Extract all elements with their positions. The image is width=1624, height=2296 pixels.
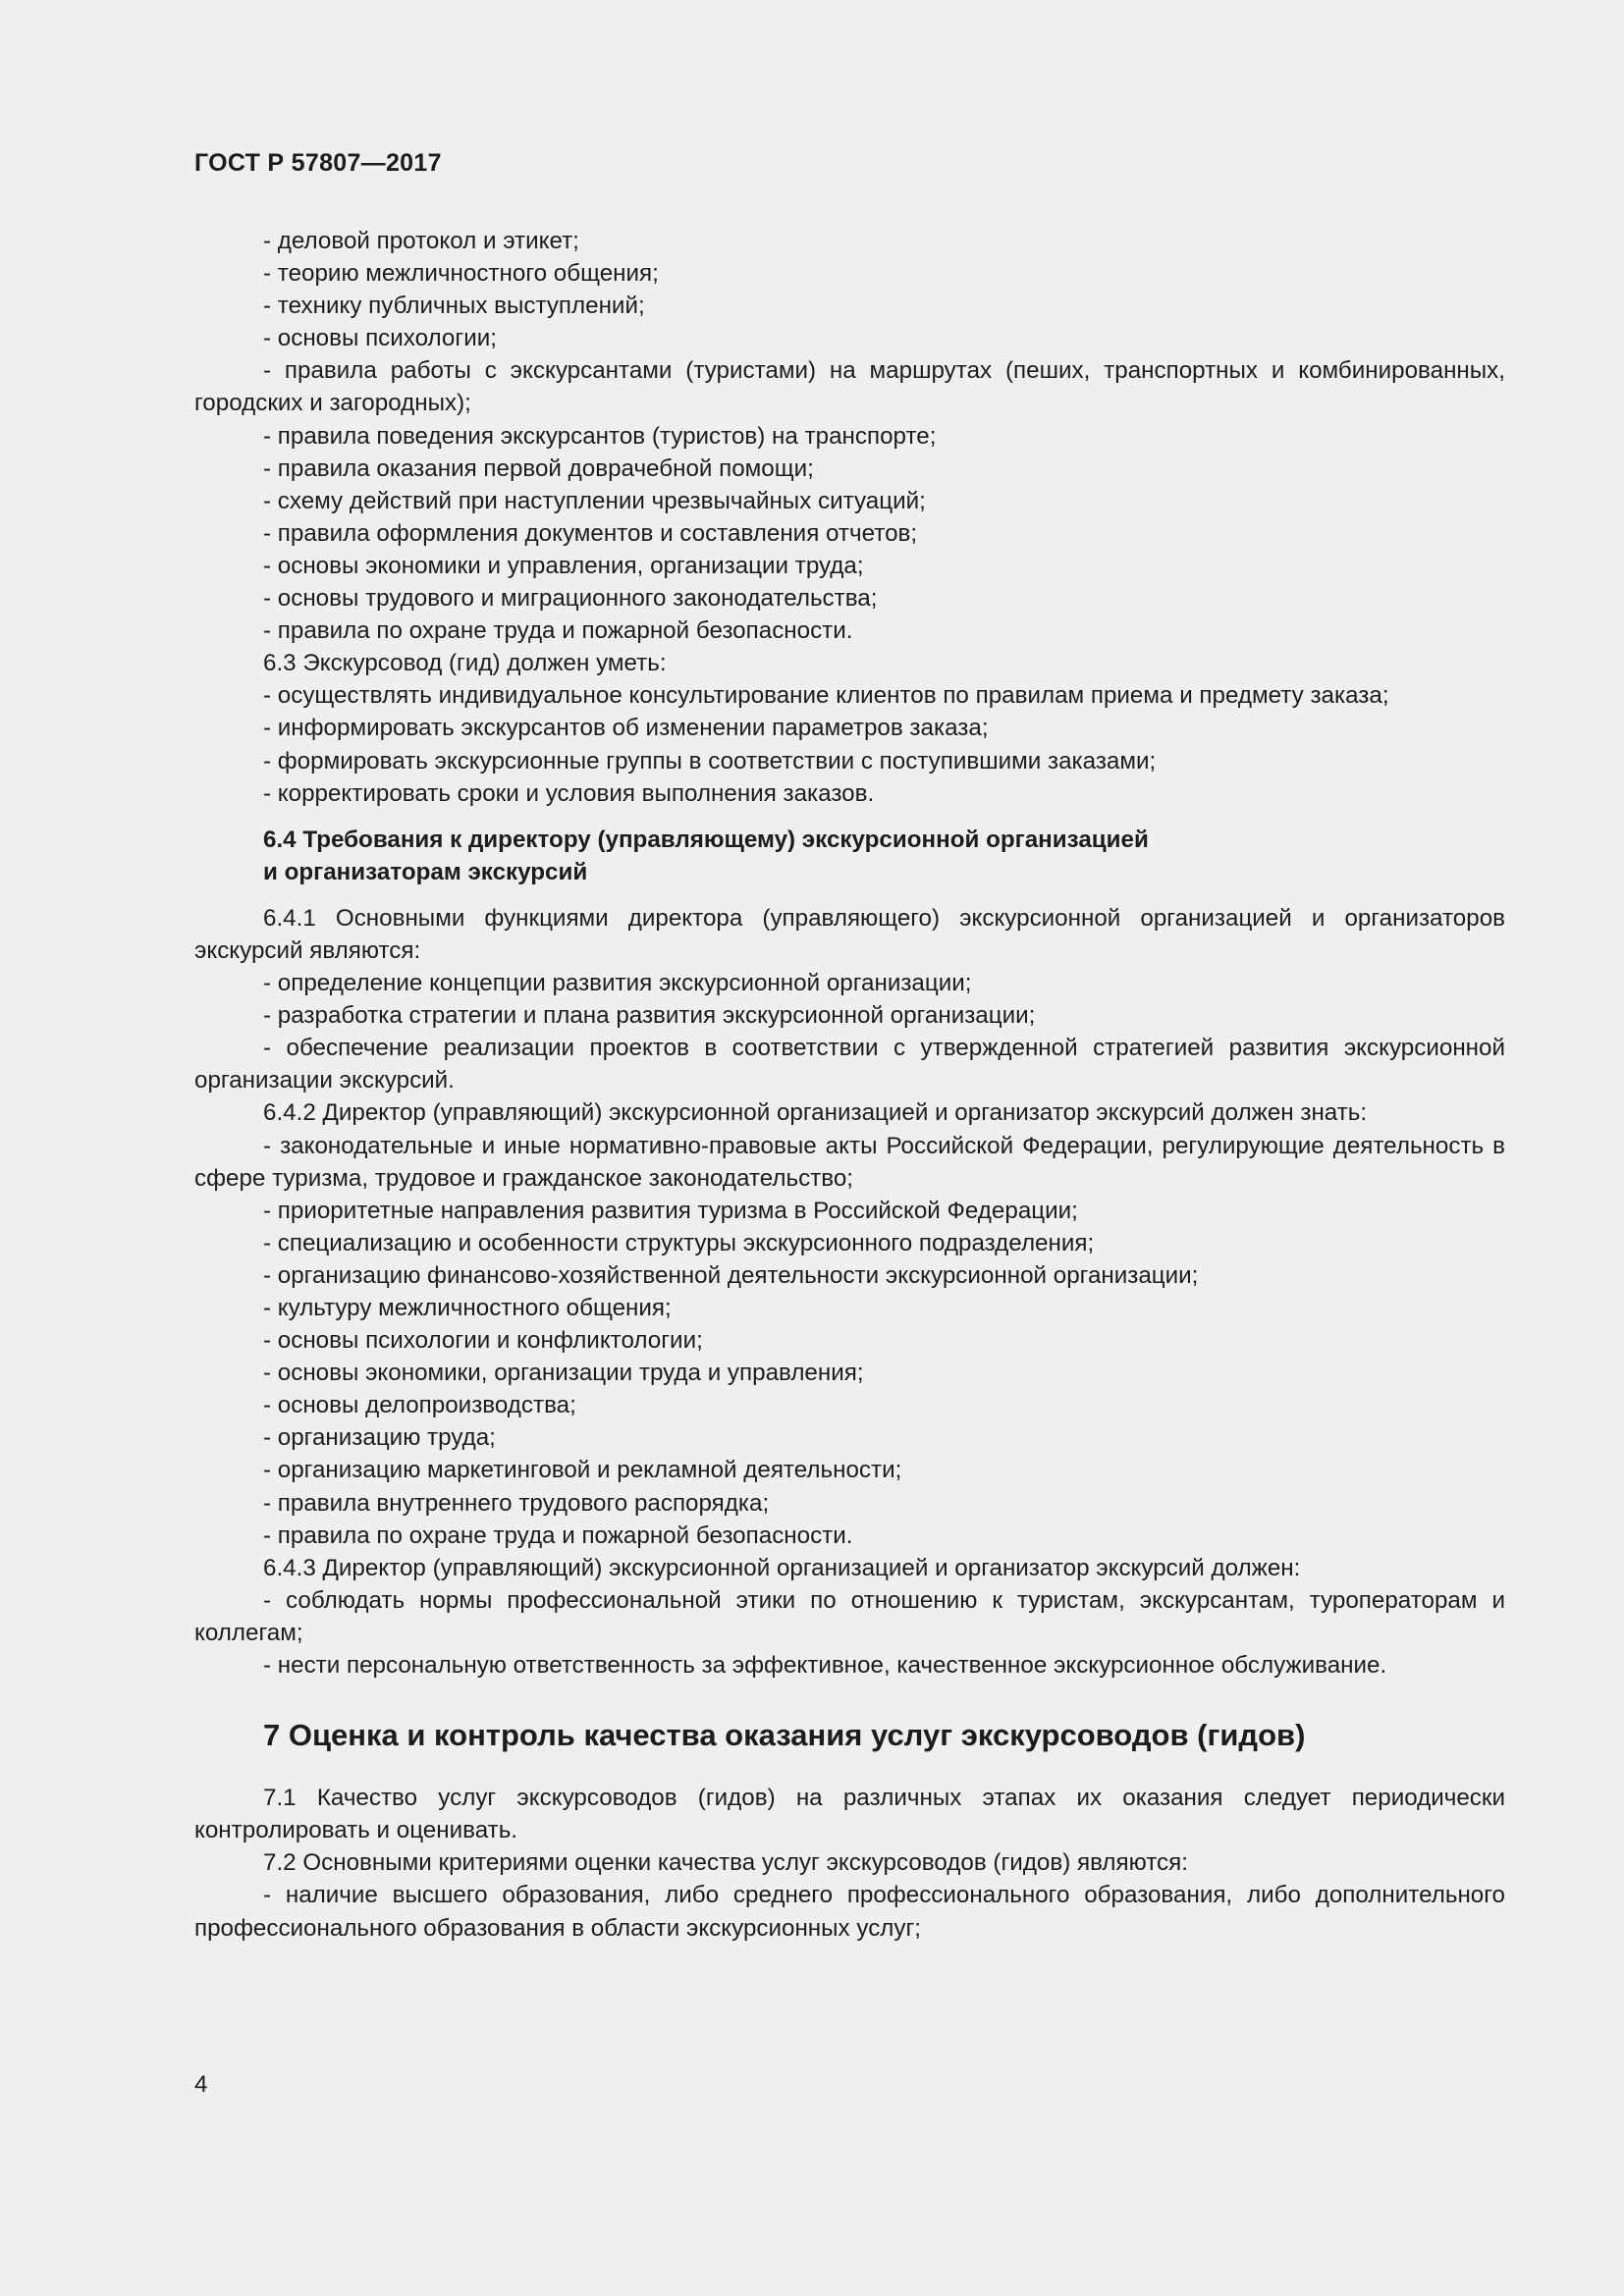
section-6-4-title-line-2: и организаторам экскурсий xyxy=(263,858,588,885)
list-item: - приоритетные направления развития туризма в Российской Федерации; xyxy=(263,1197,1078,1224)
list-item: - соблюдать нормы профессиональной этики по отношению к туристам, экскурсантам, туроператорам и коллегам; xyxy=(194,1586,1505,1646)
list-item: - основы психологии; xyxy=(263,325,497,352)
list-item: - организацию труда; xyxy=(263,1424,496,1452)
list-item: - технику публичных выступлений; xyxy=(263,293,645,320)
section-6-4-title-line-1: 6.4 Требования к директору (управляющему) экскурсионной организацией xyxy=(263,826,1149,853)
director-requirements-list xyxy=(194,902,1505,1682)
list-item: - законодательные и иные нормативно-правовые акты Российской Федерации, регулирующие деятельность в сфере туризма, трудовое и гражданское законодательство; xyxy=(194,1132,1505,1192)
list-item: - разработка стратегии и плана развития экскурсионной организации; xyxy=(263,1002,1036,1030)
list-item: - основы трудового и миграционного законодательства; xyxy=(263,585,878,613)
list-item: - правила оформления документов и составления отчетов; xyxy=(263,519,918,547)
guide-knowledge-list xyxy=(194,225,1505,810)
list-item: - схему действий при наступлении чрезвычайных ситуаций; xyxy=(263,487,926,514)
list-item: - основы экономики и управления, организации труда; xyxy=(263,552,864,579)
clause-6-4-2: 6.4.2 Директор (управляющий) экскурсионной организацией и организатор экскурсий должен знать: xyxy=(263,1099,1368,1127)
section-7-title: 7 Оценка и контроль качества оказания услуг экскурсоводов (гидов) xyxy=(263,1718,1306,1753)
list-item: - правила оказания первой доврачебной помощи; xyxy=(263,454,814,482)
list-item: - определение концепции развития экскурсионной организации; xyxy=(263,970,972,997)
list-item: - обеспечение реализации проектов в соответствии с утвержденной стратегией развития экскурсионной организации экскурсий. xyxy=(194,1035,1505,1095)
list-item: - правила работы с экскурсантами (туристами) на маршрутах (пеших, транспортных и комбинированных, городских и загородных); xyxy=(194,357,1505,417)
list-item: - правила по охране труда и пожарной безопасности. xyxy=(263,617,853,645)
list-item: - осуществлять индивидуальное консультирование клиентов по правилам приема и предмету заказа; xyxy=(263,682,1389,710)
list-item: - основы психологии и конфликтологии; xyxy=(263,1327,703,1355)
list-item: - нести персональную ответственность за эффективное, качественное экскурсионное обслуживание. xyxy=(263,1652,1387,1680)
list-item: - культуру межличностного общения; xyxy=(263,1295,672,1321)
list-item: - правила по охране труда и пожарной безопасности. xyxy=(263,1522,853,1549)
list-item: - формировать экскурсионные группы в соответствии с поступившими заказами; xyxy=(263,747,1157,774)
clause-7-2: 7.2 Основными критериями оценки качества услуг экскурсоводов (гидов) являются: xyxy=(263,1849,1188,1877)
list-item: - правила внутреннего трудового распорядка; xyxy=(263,1489,770,1517)
quality-assessment-text xyxy=(194,1782,1505,1944)
list-item: - наличие высшего образования, либо среднего профессионального образования, либо дополнительного профессионального образования в области экскурсионных услуг; xyxy=(194,1882,1505,1942)
clause-6-3: 6.3 Экскурсовод (гид) должен уметь: xyxy=(263,650,667,677)
list-item: - правила поведения экскурсантов (туристов) на транспорте; xyxy=(263,422,937,450)
list-item: - организацию финансово-хозяйственной деятельности экскурсионной организации; xyxy=(263,1261,1199,1289)
list-item: - основы экономики, организации труда и управления; xyxy=(263,1360,864,1387)
clause-6-4-1: 6.4.1 Основными функциями директора (управляющего) экскурсионной организацией и организаторов экскурсий являются: xyxy=(194,904,1505,964)
list-item: - организацию маркетинговой и рекламной деятельности; xyxy=(263,1457,902,1484)
clause-7-1: 7.1 Качество услуг экскурсоводов (гидов) на различных этапах их оказания следует периодически контролировать и оценивать. xyxy=(194,1785,1505,1844)
section-6-4-heading xyxy=(194,824,1505,888)
page-number: 4 xyxy=(194,2071,208,2098)
list-item: - основы делопроизводства; xyxy=(263,1392,576,1419)
list-item: - информировать экскурсантов об изменении параметров заказа; xyxy=(263,715,989,742)
list-item: - деловой протокол и этикет; xyxy=(263,228,579,254)
list-item: - специализацию и особенности структуры экскурсионного подразделения; xyxy=(263,1229,1095,1256)
document-code-header: ГОСТ Р 57807—2017 xyxy=(194,149,442,177)
clause-6-4-3: 6.4.3 Директор (управляющий) экскурсионной организацией и организатор экскурсий должен: xyxy=(263,1554,1301,1581)
list-item: - корректировать сроки и условия выполнения заказов. xyxy=(263,779,875,807)
list-item: - теорию межличностного общения; xyxy=(263,260,659,288)
page-body xyxy=(194,225,1505,1945)
